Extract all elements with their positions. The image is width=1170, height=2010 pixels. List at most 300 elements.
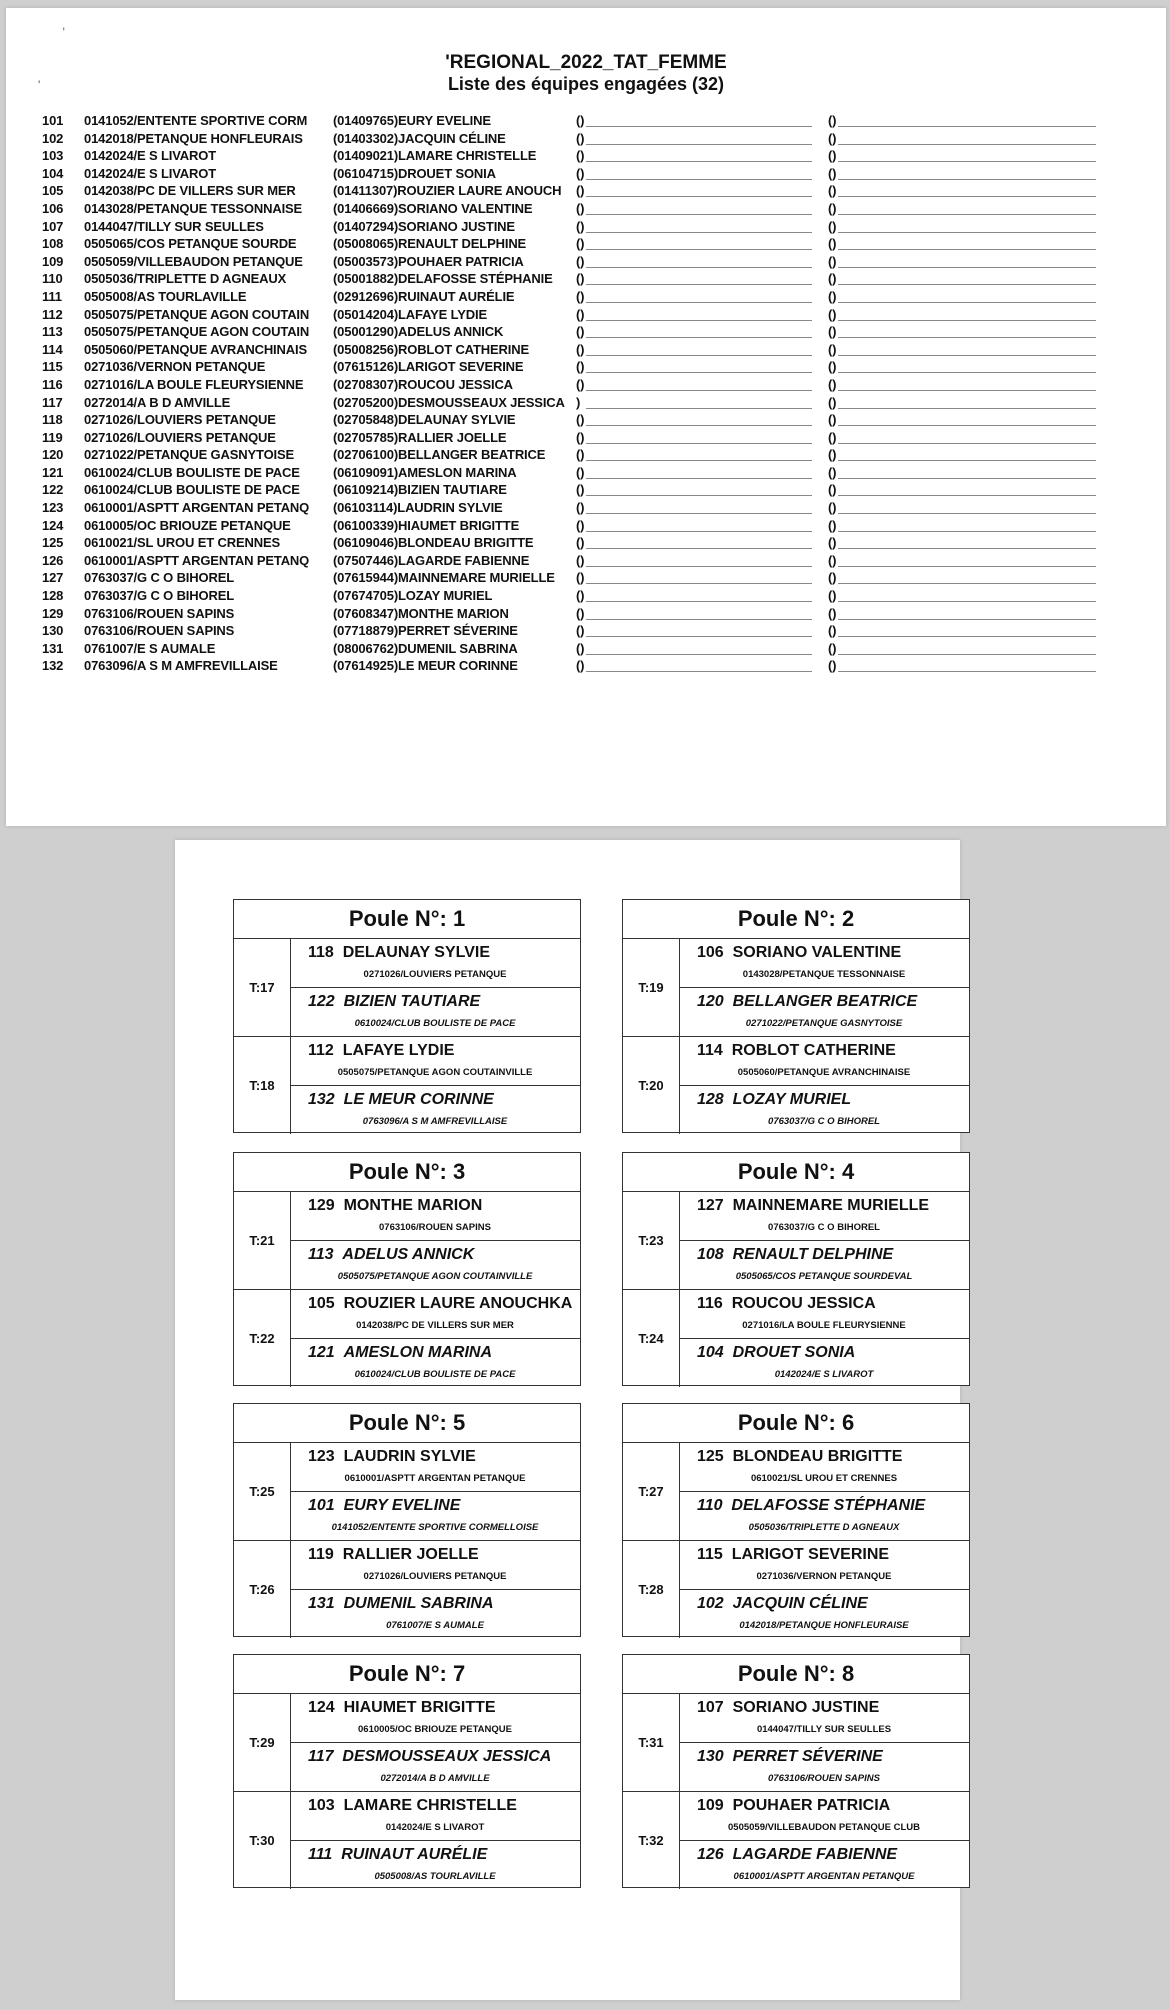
player-name-line: [308, 1846, 487, 1864]
player-number: 113: [308, 1246, 334, 1263]
player-club: 0610024/CLUB BOULISTE DE PACE: [354, 1018, 516, 1029]
player-number: 112: [308, 1042, 334, 1059]
table-number: T:24: [623, 1290, 680, 1387]
team-club: 0142018/PETANQUE HONFLEURAIS: [84, 130, 303, 146]
poule-title: Poule N°: 8: [623, 1655, 969, 1694]
team-partner-slot: (): [828, 376, 837, 392]
player-number: 116: [697, 1295, 723, 1312]
team-partner-slot: (): [576, 288, 585, 304]
player-number: 107: [697, 1699, 724, 1716]
team-row: [42, 129, 1102, 147]
player-name-line: [308, 1748, 551, 1766]
underline-rule: [586, 337, 812, 338]
player-club: 0271036/VERNON PETANQUE: [756, 1571, 892, 1582]
underline-rule: [586, 583, 812, 584]
player-club: 0763106/ROUEN SAPINS: [379, 1222, 491, 1233]
player-name-line: [308, 1546, 479, 1564]
table-number: T:20: [623, 1037, 680, 1134]
player-name-line: [308, 1042, 454, 1060]
team-row: [42, 551, 1102, 569]
underline-rule: [838, 601, 1096, 602]
team-partner-slot: (): [828, 500, 837, 516]
player-number: 101: [308, 1497, 335, 1514]
team-club: 0505065/COS PETANQUE SOURDE: [84, 236, 297, 252]
poule-box: [622, 1654, 970, 1888]
player-name-line: [697, 1197, 929, 1215]
team-partner-slot: (): [576, 130, 585, 146]
team-club: 0271026/LOUVIERS PETANQUE: [84, 412, 276, 428]
team-number: 101: [42, 113, 64, 128]
team-player: (08006762)DUMENIL SABRINA: [333, 640, 518, 656]
team-number: 103: [42, 148, 64, 164]
player-number: 103: [308, 1797, 335, 1814]
player-club: 0505036/TRIPLETTE D AGNEAUX: [748, 1522, 900, 1533]
team-player: (07614925)LE MEUR CORINNE: [333, 658, 518, 674]
team-partner-slot: (): [828, 253, 837, 269]
match-block: [623, 1192, 969, 1289]
team-partner-slot: (): [576, 359, 585, 375]
player-name-line: [308, 1595, 494, 1613]
underline-rule: [838, 390, 1096, 391]
player-entry: [290, 1037, 580, 1085]
team-player: (06104715)DROUET SONIA: [333, 165, 496, 181]
player-entry: [679, 939, 969, 987]
table-number: T:21: [234, 1192, 291, 1289]
document-subtitle: Liste des équipes engagées (32): [447, 74, 725, 94]
team-row: [42, 322, 1102, 340]
team-row: [42, 621, 1102, 639]
team-row: [42, 516, 1102, 534]
underline-rule: [586, 302, 812, 303]
table-number: T:26: [234, 1541, 291, 1638]
player-name: RENAULT DELPHINE: [732, 1246, 894, 1263]
match-block: [234, 1694, 580, 1791]
team-partner-slot: (): [576, 218, 585, 234]
team-club: 0505060/PETANQUE AVRANCHINAIS: [84, 341, 307, 357]
player-club: 0272014/A B D AMVILLE: [380, 1773, 490, 1784]
underline-rule: [586, 144, 812, 145]
match-block: [623, 1036, 969, 1134]
player-entry: [679, 1840, 969, 1889]
player-number: 121: [308, 1344, 335, 1361]
team-partner-slot: (): [576, 552, 585, 568]
team-partner-slot: (): [828, 623, 837, 639]
underline-rule: [586, 408, 812, 409]
team-club: 0142024/E S LIVAROT: [84, 165, 217, 181]
match-block: [623, 1443, 969, 1540]
player-number: 126: [697, 1846, 724, 1863]
team-number: 109: [42, 253, 64, 269]
player-name: DELAFOSSE STÉPHANIE: [731, 1497, 926, 1514]
player-number: 118: [308, 944, 334, 961]
team-club: 0142024/E S LIVAROT: [84, 148, 217, 164]
team-club: 0271026/LOUVIERS PETANQUE: [84, 429, 276, 445]
player-name: DELAUNAY SYLVIE: [342, 944, 490, 961]
player-name-line: [697, 993, 917, 1011]
team-club: 0761007/E S AUMALE: [84, 640, 216, 656]
team-player: (01407294)SORIANO JUSTINE: [333, 218, 515, 234]
underline-rule: [586, 214, 812, 215]
player-entry: [290, 1443, 580, 1491]
team-partner-slot: (): [576, 570, 585, 586]
team-number: 102: [42, 130, 64, 146]
player-number: 102: [697, 1595, 724, 1612]
team-list: [42, 111, 1102, 674]
player-club: 0505075/PETANQUE AGON COUTAINVILLE: [337, 1067, 533, 1078]
team-partner-slot: (): [828, 236, 837, 252]
team-player: (05001290)ADELUS ANNICK: [333, 324, 504, 340]
underline-rule: [838, 302, 1096, 303]
player-club: 0505075/PETANQUE AGON COUTAINVILLE: [337, 1271, 533, 1282]
scan-mark: ': [38, 78, 41, 92]
team-partner-slot: (): [576, 306, 585, 322]
match-block: [234, 1540, 580, 1638]
player-name-line: [308, 1797, 517, 1815]
team-player: (06103114)LAUDRIN SYLVIE: [333, 500, 503, 516]
match-block: [234, 1443, 580, 1540]
player-name-line: [308, 1344, 492, 1362]
player-entry: [679, 1792, 969, 1840]
player-club: 0505059/VILLEBAUDON PETANQUE CLUB: [728, 1822, 920, 1833]
team-partner-slot: (): [576, 623, 585, 639]
team-partner-slot: (): [828, 306, 837, 322]
underline-rule: [586, 636, 812, 637]
underline-rule: [586, 495, 812, 496]
player-entry: [290, 1589, 580, 1638]
underline-rule: [838, 337, 1096, 338]
poule-title: Poule N°: 7: [234, 1655, 580, 1694]
team-player: (05008256)ROBLOT CATHERINE: [333, 341, 529, 357]
team-partner-slot: (): [576, 148, 585, 164]
team-row: [42, 199, 1102, 217]
player-entry: [679, 1742, 969, 1791]
player-club: 0142038/PC DE VILLERS SUR MER: [356, 1320, 514, 1331]
team-number: 118: [42, 412, 63, 428]
player-club: 0142024/E S LIVAROT: [385, 1822, 485, 1833]
underline-rule: [586, 548, 812, 549]
poule-title: Poule N°: 6: [623, 1404, 969, 1443]
player-club: 0141052/ENTENTE SPORTIVE CORMELLOISE: [331, 1522, 539, 1533]
match-block: [234, 1036, 580, 1134]
team-row: [42, 340, 1102, 358]
team-partner-slot: (): [576, 588, 585, 604]
team-row: [42, 393, 1102, 411]
team-club: 0141052/ENTENTE SPORTIVE CORM: [84, 113, 308, 128]
table-number: T:28: [623, 1541, 680, 1638]
underline-rule: [586, 513, 812, 514]
team-row: [42, 445, 1102, 463]
player-entry: [679, 1491, 969, 1540]
player-number: 111: [308, 1846, 333, 1863]
player-club: 0610024/CLUB BOULISTE DE PACE: [354, 1369, 516, 1380]
table-number: T:29: [234, 1694, 291, 1791]
underline-rule: [838, 548, 1096, 549]
team-partner-slot: (): [828, 359, 837, 375]
team-partner-slot: (): [828, 464, 837, 480]
player-name-line: [308, 1246, 474, 1264]
team-club: 0505075/PETANQUE AGON COUTAIN: [84, 324, 310, 340]
player-entry: [679, 987, 969, 1036]
team-partner-slot: (): [576, 165, 585, 181]
player-club: 0763096/A S M AMFREVILLAISE: [362, 1116, 508, 1127]
team-club: 0763106/ROUEN SAPINS: [84, 623, 235, 639]
team-row: [42, 410, 1102, 428]
player-club: 0610001/ASPTT ARGENTAN PETANQUE: [733, 1871, 915, 1882]
team-club: 0610021/SL UROU ET CRENNES: [84, 535, 280, 551]
player-entry: [290, 1792, 580, 1840]
team-player: (02705200)DESMOUSSEAUX JESSICA: [333, 394, 565, 410]
player-name: EURY EVELINE: [343, 1497, 461, 1514]
team-row: [42, 604, 1102, 622]
table-number: T:18: [234, 1037, 291, 1134]
player-name-line: [697, 1246, 893, 1264]
team-row: [42, 586, 1102, 604]
team-partner-slot: (): [576, 500, 585, 516]
team-player: (06109091)AMESLON MARINA: [333, 464, 517, 480]
underline-rule: [586, 531, 812, 532]
underline-rule: [586, 443, 812, 444]
underline-rule: [838, 232, 1096, 233]
team-partner-slot: (): [828, 341, 837, 357]
underline-rule: [838, 566, 1096, 567]
underline-rule: [586, 654, 812, 655]
underline-rule: [838, 478, 1096, 479]
player-number: 132: [308, 1091, 335, 1108]
match-block: [623, 1289, 969, 1387]
match-block: [623, 1694, 969, 1791]
table-number: T:30: [234, 1792, 291, 1889]
team-partner-slot: (): [576, 605, 585, 621]
team-club: 0763037/G C O BIHOREL: [84, 588, 235, 604]
team-row: [42, 234, 1102, 252]
player-club: 0610005/OC BRIOUZE PETANQUE: [358, 1724, 512, 1735]
player-club: 0763037/G C O BIHOREL: [768, 1222, 880, 1233]
underline-rule: [586, 619, 812, 620]
player-number: 125: [697, 1448, 724, 1465]
player-club: 0271022/PETANQUE GASNYTOISE: [745, 1018, 903, 1029]
underline-rule: [838, 161, 1096, 162]
team-player: (05014204)LAFAYE LYDIE: [333, 306, 487, 322]
team-partner-slot: (): [828, 412, 837, 428]
underline-rule: [838, 531, 1096, 532]
player-name: DESMOUSSEAUX JESSICA: [342, 1748, 552, 1765]
poule-title: Poule N°: 5: [234, 1404, 580, 1443]
player-name-line: [697, 1448, 902, 1466]
player-name-line: [697, 1748, 883, 1766]
player-entry: [290, 1085, 580, 1134]
scan-mark: ,: [62, 18, 66, 32]
player-name: RALLIER JOELLE: [342, 1546, 479, 1563]
team-partner-slot: (): [576, 183, 585, 199]
team-partner-slot: (): [576, 482, 585, 498]
team-player: (01409021)LAMARE CHRISTELLE: [333, 148, 537, 164]
team-club: 0610024/CLUB BOULISTE DE PACE: [84, 464, 300, 480]
team-row: [42, 287, 1102, 305]
player-entry: [679, 1338, 969, 1387]
underline-rule: [586, 460, 812, 461]
team-number: 107: [42, 218, 64, 234]
team-partner-slot: (): [828, 429, 837, 445]
underline-rule: [586, 126, 812, 127]
underline-rule: [586, 267, 812, 268]
team-number: 115: [42, 359, 63, 375]
team-player: (06109214)BIZIEN TAUTIARE: [333, 482, 507, 498]
underline-rule: [838, 179, 1096, 180]
player-entry: [290, 939, 580, 987]
team-row: [42, 568, 1102, 586]
match-block: [234, 1791, 580, 1889]
player-name: JACQUIN CÉLINE: [732, 1595, 868, 1612]
underline-rule: [838, 214, 1096, 215]
table-number: T:23: [623, 1192, 680, 1289]
team-partner-slot: (): [828, 394, 837, 410]
team-row: [42, 164, 1102, 182]
player-number: 120: [697, 993, 724, 1010]
player-name-line: [308, 1197, 482, 1215]
player-name: DROUET SONIA: [732, 1344, 856, 1361]
underline-rule: [838, 654, 1096, 655]
player-number: 124: [308, 1699, 335, 1716]
player-entry: [290, 1491, 580, 1540]
player-name: ADELUS ANNICK: [342, 1246, 475, 1263]
poule-box: [233, 1152, 581, 1386]
team-partner-slot: (): [828, 605, 837, 621]
player-name-line: [697, 944, 901, 962]
player-number: 115: [697, 1546, 723, 1563]
team-club: 0505008/AS TOURLAVILLE: [84, 288, 247, 304]
team-player: (07674705)LOZAY MURIEL: [333, 588, 493, 604]
underline-rule: [838, 267, 1096, 268]
team-club: 0272014/A B D AMVILLE: [84, 394, 231, 410]
team-partner-slot: (): [828, 200, 837, 216]
match-block: [623, 1540, 969, 1638]
team-number: 110: [42, 271, 63, 287]
team-club: 0610001/ASPTT ARGENTAN PETANQ: [84, 552, 310, 568]
player-name-line: [697, 1344, 855, 1362]
player-entry: [679, 1694, 969, 1742]
team-number: 131: [42, 640, 64, 656]
team-list-page: [6, 8, 1166, 826]
underline-rule: [586, 320, 812, 321]
team-row: [42, 463, 1102, 481]
team-number: 106: [42, 200, 64, 216]
team-player: (05003573)POUHAER PATRICIA: [333, 253, 524, 269]
underline-rule: [838, 408, 1096, 409]
team-row: [42, 533, 1102, 551]
underline-rule: [586, 390, 812, 391]
team-club: 0610001/ASPTT ARGENTAN PETANQ: [84, 500, 310, 516]
player-number: 108: [697, 1246, 724, 1263]
team-partner-slot: (): [828, 588, 837, 604]
team-row: [42, 639, 1102, 657]
player-number: 117: [308, 1748, 334, 1765]
player-entry: [679, 1085, 969, 1134]
underline-rule: [838, 460, 1096, 461]
player-club: 0271026/LOUVIERS PETANQUE: [363, 1571, 507, 1582]
poule-box: [233, 1654, 581, 1888]
underline-rule: [586, 601, 812, 602]
team-player: (07507446)LAGARDE FABIENNE: [333, 552, 530, 568]
player-entry: [679, 1541, 969, 1589]
player-club: 0763037/G C O BIHOREL: [768, 1116, 880, 1127]
player-name: LOZAY MURIEL: [732, 1091, 852, 1108]
player-name: MAINNEMARE MURIELLE: [732, 1197, 930, 1214]
underline-rule: [586, 232, 812, 233]
team-partner-slot: (): [828, 570, 837, 586]
underline-rule: [586, 671, 812, 672]
player-entry: [290, 1541, 580, 1589]
player-entry: [679, 1192, 969, 1240]
team-number: 117: [42, 394, 63, 410]
team-row: [42, 111, 1102, 129]
team-player: (06100339)HIAUMET BRIGITTE: [333, 517, 520, 533]
underline-rule: [838, 583, 1096, 584]
poule-box: [622, 1152, 970, 1386]
player-club: 0271016/LA BOULE FLEURYSIENNE: [742, 1320, 906, 1331]
player-name: POUHAER PATRICIA: [732, 1797, 891, 1814]
team-player: (01403302)JACQUIN CÉLINE: [333, 130, 506, 146]
player-name-line: [697, 1595, 868, 1613]
underline-rule: [838, 619, 1096, 620]
team-partner-slot: (): [576, 640, 585, 656]
underline-rule: [586, 179, 812, 180]
player-entry: [290, 1240, 580, 1289]
team-row: [42, 656, 1102, 674]
team-number: 124: [42, 517, 64, 533]
player-club: 0143028/PETANQUE TESSONNAISE: [742, 969, 906, 980]
player-entry: [290, 1290, 580, 1338]
underline-rule: [586, 566, 812, 567]
team-number: 123: [42, 500, 64, 516]
team-number: 127: [42, 570, 64, 586]
team-player: (07718879)PERRET SÉVERINE: [333, 623, 518, 639]
player-name: SORIANO VALENTINE: [732, 944, 902, 961]
underline-rule: [838, 126, 1096, 127]
player-name: ROBLOT CATHERINE: [731, 1042, 896, 1059]
team-player: (07615944)MAINNEMARE MURIELLE: [333, 570, 555, 586]
player-name-line: [697, 1546, 889, 1564]
team-number: 125: [42, 535, 64, 551]
player-name-line: [697, 1295, 876, 1313]
player-name: PERRET SÉVERINE: [732, 1748, 883, 1765]
team-player: (02705785)RALLIER JOELLE: [333, 429, 507, 445]
match-block: [234, 1192, 580, 1289]
player-number: 114: [697, 1042, 723, 1059]
team-number: 112: [42, 306, 63, 322]
underline-rule: [838, 513, 1096, 514]
player-name-line: [308, 1497, 460, 1515]
player-entry: [290, 1840, 580, 1889]
team-club: 0271036/VERNON PETANQUE: [84, 359, 266, 375]
underline-rule: [586, 372, 812, 373]
player-name: DUMENIL SABRINA: [343, 1595, 494, 1612]
player-number: 123: [308, 1448, 335, 1465]
team-partner-slot: (): [828, 165, 837, 181]
player-name-line: [308, 1295, 572, 1313]
underline-rule: [838, 355, 1096, 356]
team-partner-slot: (): [828, 535, 837, 551]
team-partner-slot: (): [576, 517, 585, 533]
team-club: 0610024/CLUB BOULISTE DE PACE: [84, 482, 300, 498]
team-club: 0505059/VILLEBAUDON PETANQUE: [84, 253, 303, 269]
player-name-line: [308, 944, 490, 962]
team-row: [42, 181, 1102, 199]
team-partner-slot: (): [576, 429, 585, 445]
underline-rule: [838, 443, 1096, 444]
team-number: 111: [42, 288, 62, 304]
player-club: 0761007/E S AUMALE: [386, 1620, 484, 1631]
player-entry: [679, 1037, 969, 1085]
